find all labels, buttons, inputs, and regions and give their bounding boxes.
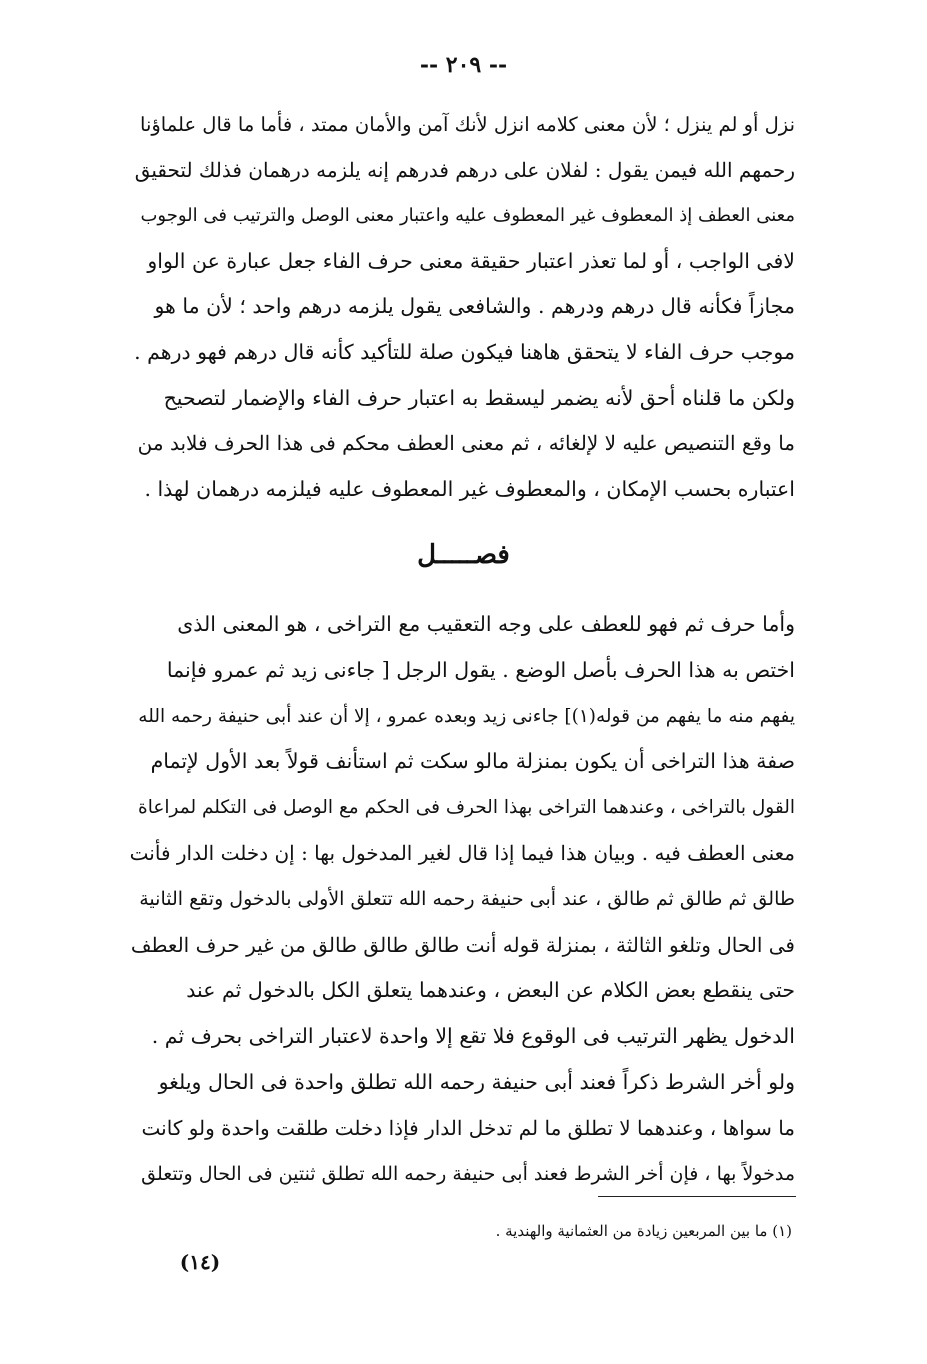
text-line: ما وقع التنصيص عليه لا لإلغائه ، ثم معنى العطف محكم فى هذا الحرف فلابد من	[137, 431, 795, 456]
text-line: ولكن ما قلناه أحق لأنه يضمر ليسقط به اعتبار حرف الفاء والإضمار لتصحيح	[163, 385, 795, 410]
page-number: -- ٢٠٩ --	[419, 52, 508, 78]
text-line: نزل أو لم ينزل ؛ لأن معنى كلامه انزل لأنك آمن والأمان ممتد ، فأما ما قال علماؤنا	[140, 113, 795, 136]
signature-mark: (١٤)	[179, 1250, 221, 1274]
text-line: اختص به هذا الحرف بأصل الوضع . يقول الرجل [ جاءنى زيد ثم عمرو فإنما	[166, 657, 795, 682]
text-line: ولو أخر الشرط ذكراً فعند أبى حنيفة رحمه الله تطلق واحدة فى الحال ويلغو	[158, 1069, 795, 1094]
footnote: (١) ما بين المربعين زيادة من العثمانية والهندية .	[495, 1222, 792, 1240]
text-line: رحمهم الله فيمن يقول : لفلان على درهم فدرهم إنه يلزمه درهمان فذلك لتحقيق	[134, 157, 795, 182]
text-line: القول بالتراخى ، وعندهما التراخى بهذا الحرف فى الحكم مع الوصل فى التكلم لمراعاة	[138, 797, 795, 819]
text-line: موجب حرف الفاء لا يتحقق هاهنا فيكون صلة للتأكيد كأنه قال درهم فهو درهم .	[134, 339, 795, 364]
text-line: اعتباره بحسب الإمكان ، والمعطوف غير المعطوف عليه فيلزمه درهمان لهذا .	[144, 476, 795, 501]
text-line: معنى العطف فيه . وبيان هذا فيما إذا قال لغير المدخول بها : إن دخلت الدار فأنت	[130, 840, 795, 865]
text-line: حتى ينقطع بعض الكلام عن البعض ، وعندهما يتعلق الكل بالدخول ثم عند	[186, 978, 795, 1003]
text-line: ما سواها ، وعندهما لا تطلق ما لم تدخل الدار فإذا دخلت طلقت واحدة ولو كانت	[141, 1115, 795, 1140]
text-line: مجازاً فكأنه قال درهم ودرهم . والشافعى يقول يلزمه درهم واحد ؛ لأن ما هو	[154, 294, 795, 319]
text-line: طالق ثم طالق ثم طالق ، عند أبى حنيفة رحمه الله تتعلق الأولى بالدخول وتقع الثانية	[139, 887, 795, 910]
text-line: يفهم منه ما يفهم من قوله(١)] جاءنى زيد وبعده عمرو ، إلا أن عند أبى حنيفة رحمه الله	[138, 705, 795, 727]
text-line: لافى الواجب ، أو لما تعذر اعتبار حقيقة معنى حرف الفاء جعل عبارة عن الواو	[147, 248, 795, 273]
paragraph-1	[130, 102, 795, 512]
text-line: وأما حرف ثم فهو للعطف على وجه التعقيب مع التراخى ، هو المعنى الذى	[177, 612, 795, 636]
text-line: الدخول يظهر الترتيب فى الوقوع فلا تقع إلا واحدة لاعتبار التراخى بحرف ثم .	[151, 1024, 795, 1049]
text-line: فى الحال وتلغو الثالثة ، بمنزلة قوله أنت طالق طالق طالق من غير حرف العطف	[130, 932, 795, 957]
text-line: معنى العطف إذ المعطوف غير المعطوف عليه واعتبار معنى الوصل والترتيب فى الوجوب	[140, 205, 795, 227]
text-line: مدخولاً بها ، فإن أخر الشرط فعند أبى حنيفة رحمه الله تطلق ثنتين فى الحال وتتعلق	[141, 1162, 795, 1185]
footnote-divider	[598, 1196, 796, 1197]
paragraph-2	[130, 602, 795, 1197]
text-line: صفة هذا التراخى أن يكون بمنزلة مالو سكت ثم استأنف قولاً بعد الأول لإتمام	[150, 749, 795, 774]
section-heading: فصـــــل	[417, 540, 510, 570]
